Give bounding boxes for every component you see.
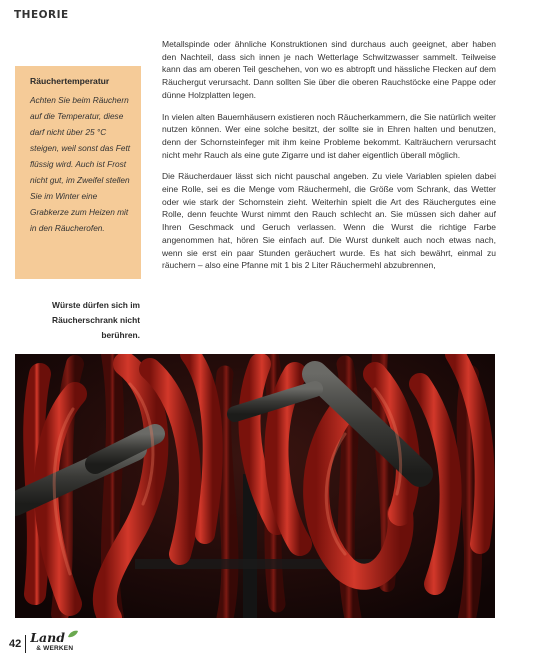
sausage-illustration xyxy=(15,354,495,618)
sausage-smoking-photo xyxy=(15,354,495,618)
info-box-title: Räuchertemperatur xyxy=(30,76,110,86)
leaf-icon xyxy=(67,630,79,638)
info-box xyxy=(15,66,141,279)
page-footer xyxy=(9,632,82,656)
article-body xyxy=(162,38,496,281)
article-paragraph: Metallspinde oder ähnliche Konstruktionen sind durchaus auch geeignet, aber haben den Nachteil, dass sich innen je nach Wetterlage Schwitzwasser sammelt. Teilweise kann das am oberen Teil geschehen, von wo es abtropft und hässliche Flecken auf dem Räuchergut verursacht. Dann sollten Sie über die oberen Rauchstöcke eine Pappe oder dünne Holzplatten legen. xyxy=(162,39,496,100)
magazine-logo xyxy=(30,632,82,656)
footer-divider xyxy=(25,635,26,653)
logo-wordmark: Land xyxy=(30,630,65,645)
photo-caption: Würste dürfen sich im Räucherschrank nicht berühren. xyxy=(52,300,140,340)
logo-subtitle: & WERKEN xyxy=(36,645,74,652)
section-label: THEORIE xyxy=(14,9,69,21)
page-number: 42 xyxy=(9,638,22,650)
article-paragraph: Die Räucherdauer lässt sich nicht pauschal angeben. Zu viele Variablen spielen dabei eine Rolle, sei es die Menge vom Räuchermehl, die Größe vom Schrank, das Wetter oder wie stark der Schornstein zieht. Weiterhin spielt die Art des Räuchergutes eine Rolle, denn feuchte Wurst nimmt den Rauch schlecht an. Sie müssen sich daher auf Ihren Geschmack und Geruch verlassen. Wenn die Wurst die richtige Farbe angenommen hat, hören Sie einfach auf. Die Wurst dunkelt auch noch etwas nach, wenn sie erst ein paar Stunden geräuchert wurde. Es hat sich bewährt, einmal zu räuchern – also eine Pfanne mit 1 bis 2 Liter Räuchermehl abzubrennen, xyxy=(162,171,496,271)
article-paragraph: In vielen alten Bauernhäusern existieren noch Räucherkammern, die Sie natürlich weiter nutzen können. Wer eine solche besitzt, der sollte sie in Ehren halten und benutzen, denn der Schornsteinfeger mit ihm keine Probleme bekommt. Kalträuchern verursacht nicht mehr Rauch als eine gute Zigarre und ist daher eigentlich überall möglich. xyxy=(162,111,496,160)
info-box-body: Achten Sie beim Räuchern auf die Temperatur, diese darf nicht über 25 °C steigen, weil sonst das Fett flüssig wird. Auch ist Frost nicht gut, im Zweifel stellen Sie im Winter eine Grabkerze zum Heizen mit in den Räucherofen. xyxy=(30,95,131,233)
